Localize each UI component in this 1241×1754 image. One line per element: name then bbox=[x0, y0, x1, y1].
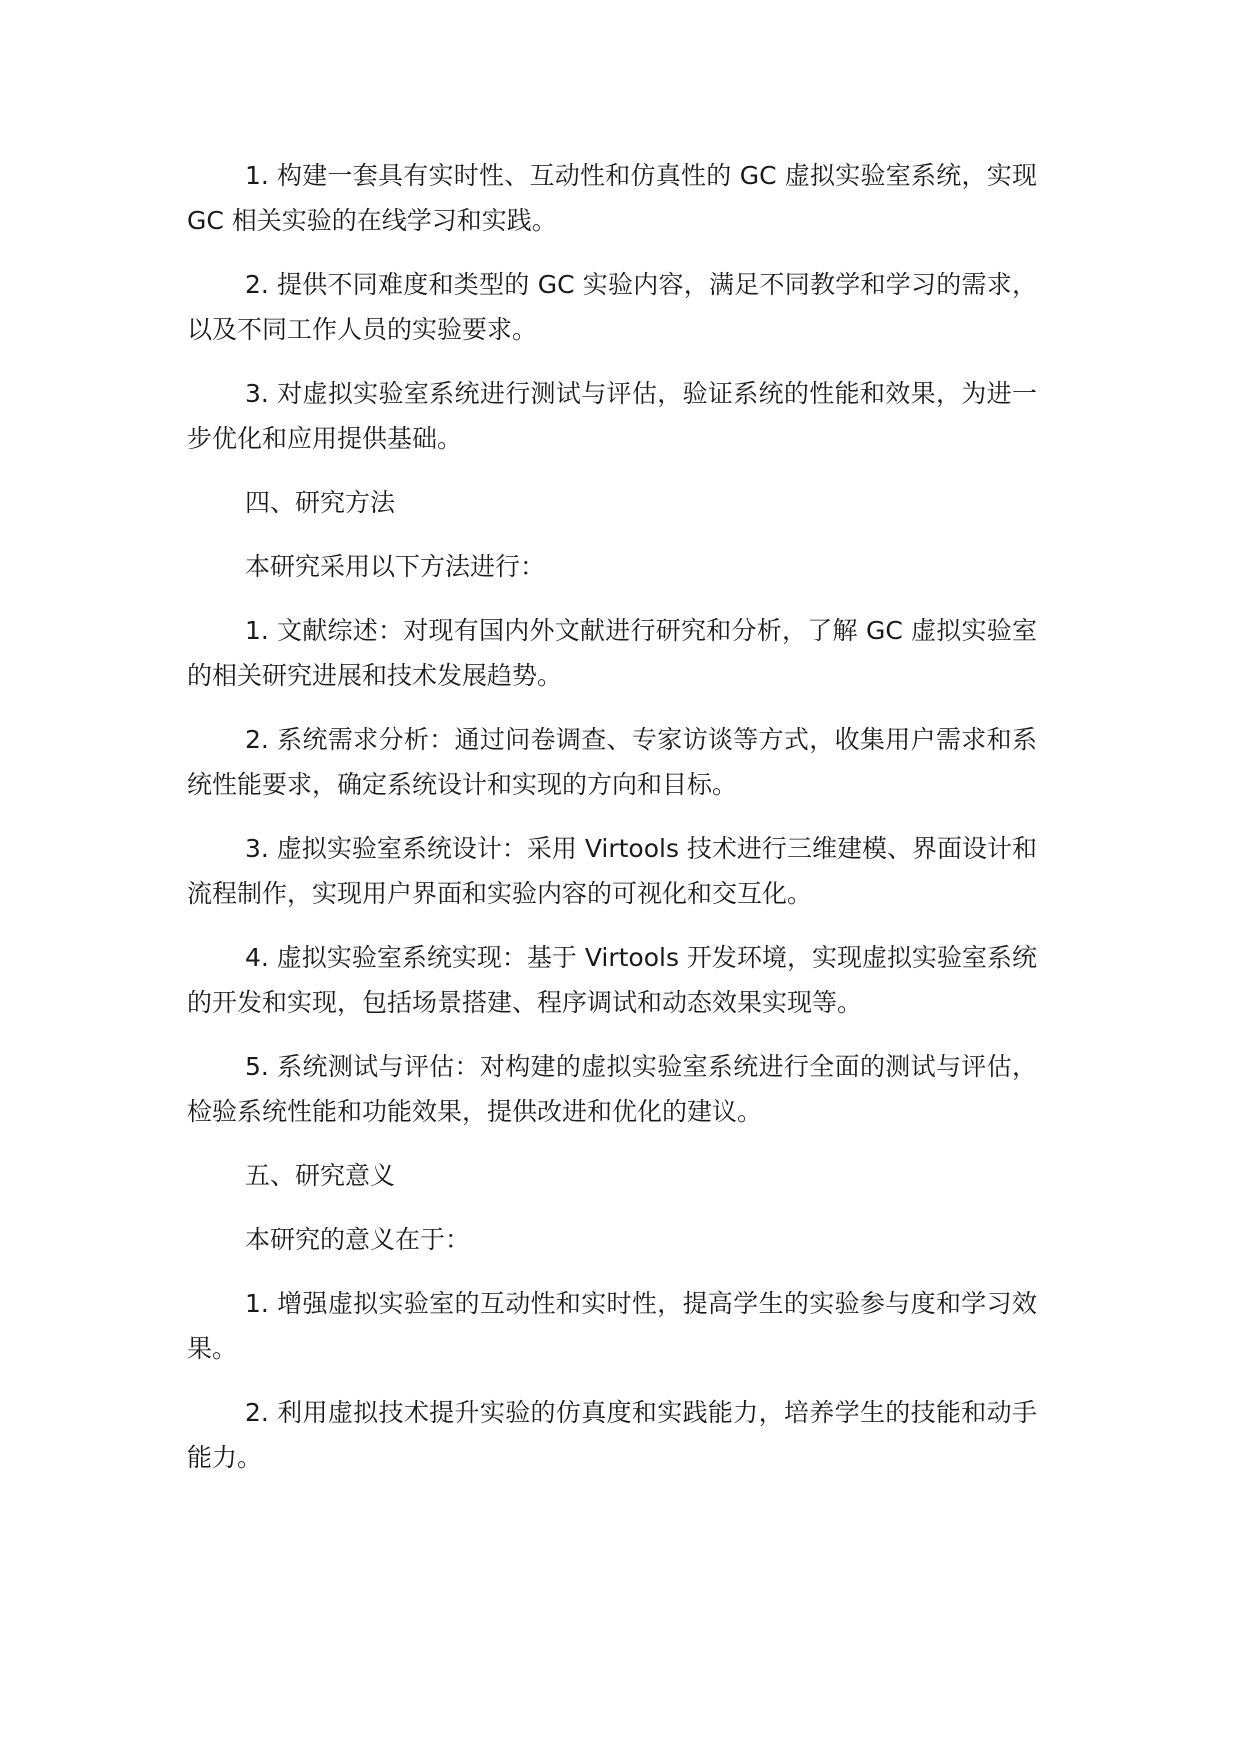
section-heading-significance: 五、研究意义 bbox=[245, 1161, 396, 1190]
significance-item-2: 2. 利用虚拟技术提升实验的仿真度和实践能力，培养学生的技能和动手能力。 bbox=[187, 1398, 1037, 1472]
section-heading-methods: 四、研究方法 bbox=[245, 488, 396, 517]
methods-intro: 本研究采用以下方法进行： bbox=[245, 552, 546, 581]
method-item-5: 5. 系统测试与评估：对构建的虚拟实验室系统进行全面的测试与评估，检验系统性能和功能效果，提供改进和优化的建议。 bbox=[187, 1052, 1037, 1126]
method-item-1: 1. 文献综述：对现有国内外文献进行研究和分析，了解 GC 虚拟实验室的相关研究进展和技术发展趋势。 bbox=[187, 616, 1037, 690]
significance-item-1: 1. 增强虚拟实验室的互动性和实时性，提高学生的实验参与度和学习效果。 bbox=[187, 1289, 1037, 1363]
objective-item-1: 1. 构建一套具有实时性、互动性和仿真性的 GC 虚拟实验室系统，实现 GC 相关实验的在线学习和实践。 bbox=[187, 161, 1037, 235]
significance-intro: 本研究的意义在于： bbox=[245, 1225, 471, 1254]
method-item-4: 4. 虚拟实验室系统实现：基于 Virtools 开发环境，实现虚拟实验室系统的开发和实现，包括场景搭建、程序调试和动态效果实现等。 bbox=[187, 943, 1037, 1017]
objective-item-3: 3. 对虚拟实验室系统进行测试与评估，验证系统的性能和效果，为进一步优化和应用提供基础。 bbox=[187, 379, 1037, 453]
method-item-2: 2. 系统需求分析：通过问卷调查、专家访谈等方式，收集用户需求和系统性能要求，确定系统设计和实现的方向和目标。 bbox=[187, 725, 1037, 799]
method-item-3: 3. 虚拟实验室系统设计：采用 Virtools 技术进行三维建模、界面设计和流程制作，实现用户界面和实验内容的可视化和交互化。 bbox=[187, 834, 1037, 908]
document-body bbox=[187, 153, 1037, 1499]
objective-item-2: 2. 提供不同难度和类型的 GC 实验内容，满足不同教学和学习的需求，以及不同工作人员的实验要求。 bbox=[187, 270, 1037, 344]
